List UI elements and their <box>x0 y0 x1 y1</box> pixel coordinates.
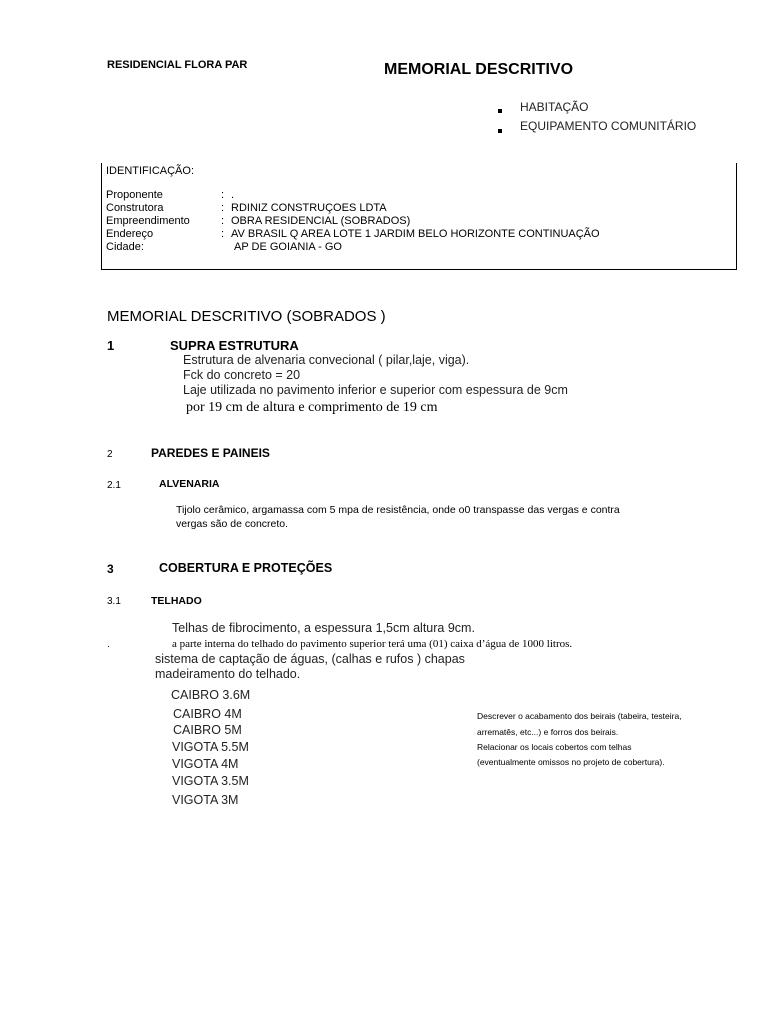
material-item: VIGOTA 4M <box>172 757 239 771</box>
section3-serif-line: a parte interna do telhado do pavimento superior terá uma (01) caixa d’água de 1000 litros. <box>172 638 573 650</box>
section2-line: vergas são de concreto. <box>176 518 289 530</box>
ident-colon: : <box>221 215 225 227</box>
subsection-number: 3.1 <box>107 596 121 607</box>
bullet-habitacao: HABITAÇÃO <box>520 100 589 114</box>
ident-label: Cidade: <box>106 241 144 253</box>
bullet-icon <box>498 129 502 133</box>
note-line: (eventualmente omissos no projeto de cobertura). <box>477 757 665 767</box>
section3-line: Telhas de fibrocimento, a espessura 1,5cm altura 9cm. <box>172 621 475 635</box>
identification-box <box>101 163 737 270</box>
section1-line: Estrutura de alvenaria convecional ( pilar,laje, viga). <box>183 353 470 367</box>
material-item: CAIBRO 4M <box>173 707 242 721</box>
bullet-icon <box>498 109 502 113</box>
section3-dot: . <box>107 639 110 650</box>
ident-value: AP DE GOIANIA - GO <box>234 241 342 253</box>
subsection-title-alvenaria: ALVENARIA <box>159 478 220 490</box>
ident-label: Construtora <box>106 202 164 214</box>
section2-line: Tijolo cerâmico, argamassa com 5 mpa de resistência, onde o0 transpasse das vergas e contra <box>176 504 620 516</box>
material-item: VIGOTA 5.5M <box>172 740 249 754</box>
ident-label: Endereço <box>106 228 154 240</box>
section-title-supra-estrutura: SUPRA ESTRUTURA <box>170 338 299 353</box>
section1-serif-line: por 19 cm de altura e comprimento de 19 cm <box>186 400 438 415</box>
material-item: VIGOTA 3M <box>172 793 239 807</box>
ident-label: Proponente <box>106 189 163 201</box>
ident-value: OBRA RESIDENCIAL (SOBRADOS) <box>231 215 411 227</box>
section-number: 1 <box>107 338 115 353</box>
section-title-paredes: PAREDES E PAINEIS <box>151 446 270 460</box>
section1-line: Fck do concreto = 20 <box>183 368 301 382</box>
project-name: RESIDENCIAL FLORA PAR <box>107 59 248 71</box>
subsection-title-telhado: TELHADO <box>151 595 202 607</box>
material-item: CAIBRO 3.6M <box>171 688 251 702</box>
ident-value: RDINIZ CONSTRUÇOES LDTA <box>231 202 387 214</box>
subsection-number: 2.1 <box>107 480 121 491</box>
material-item: CAIBRO 5M <box>173 723 242 737</box>
ident-label: Empreendimento <box>106 215 190 227</box>
note-line: arrematês, etc...) e forros dos beirais. <box>477 727 619 737</box>
ident-colon: : <box>221 189 225 201</box>
section-number: 3 <box>107 562 114 576</box>
bullet-equipamento: EQUIPAMENTO COMUNITÁRIO <box>520 119 697 133</box>
material-item: VIGOTA 3.5M <box>172 774 249 788</box>
section1-line: Laje utilizada no pavimento inferior e superior com espessura de 9cm <box>183 383 568 397</box>
ident-value: AV BRASIL Q AREA LOTE 1 JARDIM BELO HORIZONTE CONTINUAÇÃO <box>231 228 600 240</box>
note-line: Descrever o acabamento dos beirais (tabeira, testeira, <box>477 711 682 721</box>
ident-colon: : <box>221 228 225 240</box>
section-title-cobertura: COBERTURA E PROTEÇÕES <box>159 561 333 575</box>
ident-value: . <box>231 189 235 201</box>
section-number: 2 <box>107 449 113 460</box>
section3-line: sistema de captação de águas, (calhas e rufos ) chapas <box>155 652 465 666</box>
memorial-title: MEMORIAL DESCRITIVO (SOBRADOS ) <box>107 308 386 325</box>
section3-line: madeiramento do telhado. <box>155 667 301 681</box>
ident-colon: : <box>221 202 225 214</box>
identification-heading: IDENTIFICAÇÃO: <box>106 165 195 177</box>
note-line: Relacionar os locais cobertos com telhas <box>477 742 632 752</box>
document-title: MEMORIAL DESCRITIVO <box>384 61 574 78</box>
